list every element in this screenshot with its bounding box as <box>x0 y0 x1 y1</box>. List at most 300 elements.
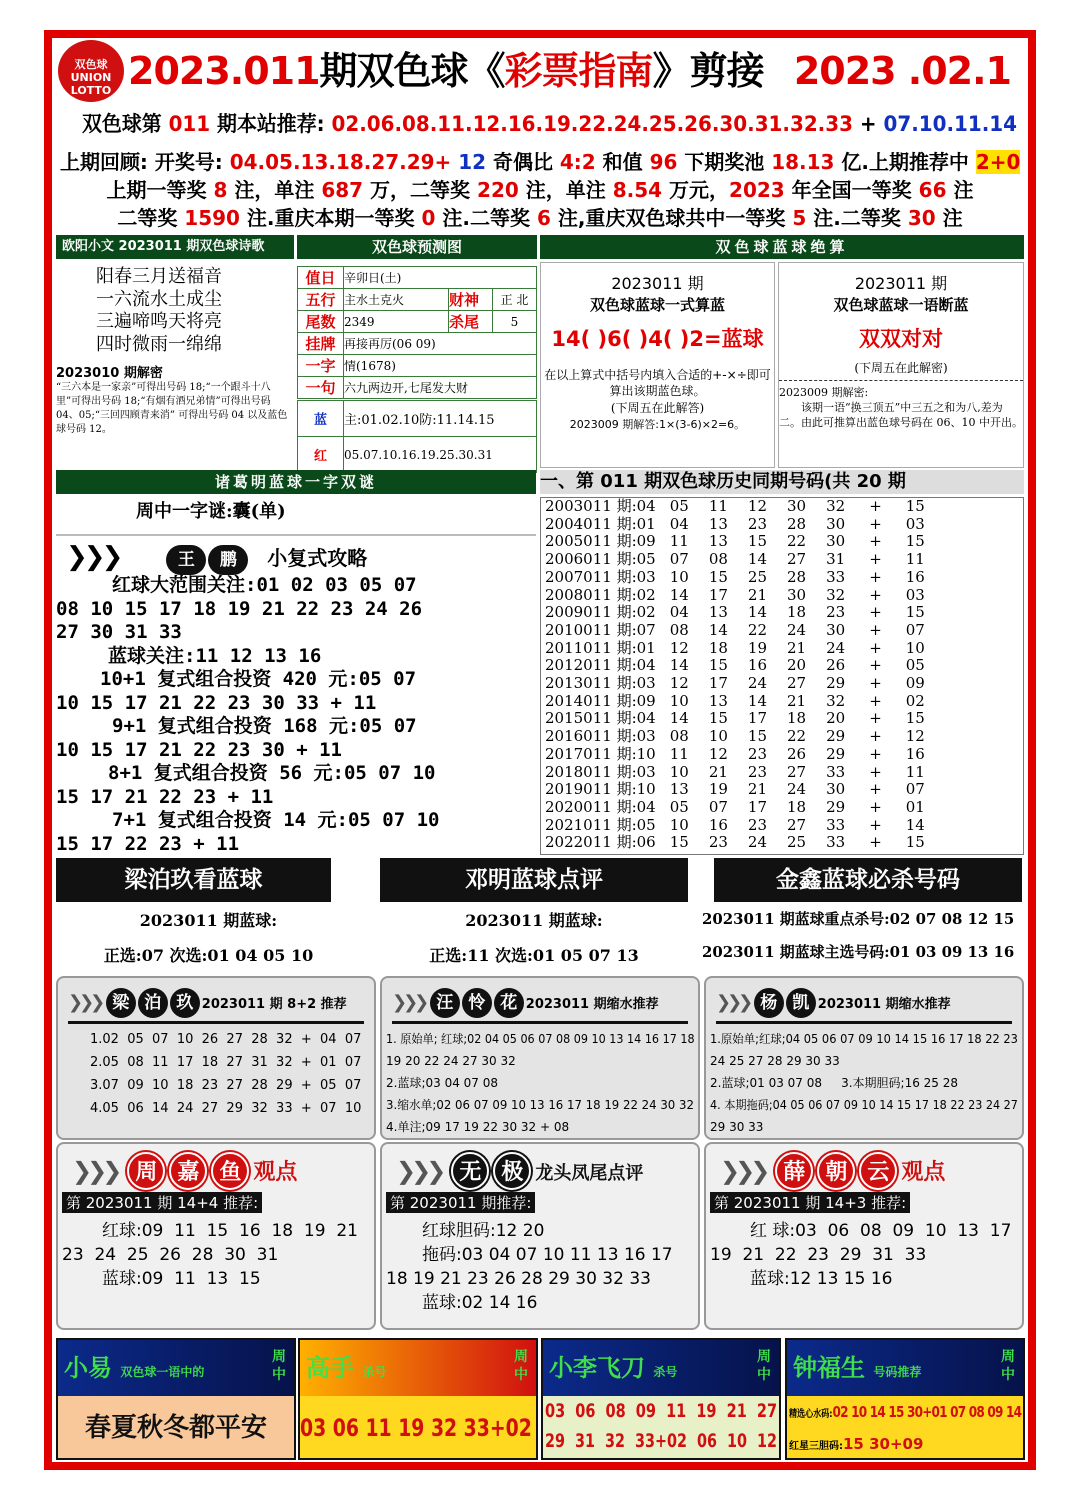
review-segment: 96 <box>649 150 678 174</box>
history-cell: 14 <box>669 656 689 675</box>
history-cell: 19 <box>708 780 728 799</box>
history-cell: 04 <box>669 603 689 622</box>
wangpeng-line: 7+1 复式组合投资 14 元:05 07 10 <box>112 809 440 831</box>
ad-panel <box>785 1338 1025 1460</box>
history-cell: 2009011 期:02 <box>545 603 656 622</box>
predict-value: 正 北 <box>493 289 537 311</box>
history-cell: 18 <box>708 638 728 657</box>
phrase-note: (下周五在此解密) <box>779 359 1023 381</box>
box-line: 2023011 期蓝球主选号码:01 03 09 13 16 <box>702 943 1015 961</box>
view-line: 蓝球:12 13 15 16 <box>750 1269 893 1289</box>
history-cell: 27 <box>787 550 807 569</box>
history-cell: 30 <box>826 780 846 799</box>
recommend-line: 3.07 09 10 18 23 27 28 29 + 05 07 <box>90 1078 362 1093</box>
view-box <box>704 1142 1024 1330</box>
recommend-line: 4.05 06 14 24 27 29 32 33 + 07 10 <box>90 1101 362 1116</box>
poem-box <box>56 260 294 468</box>
recommend-box <box>56 976 376 1140</box>
history-cell: 15 <box>905 603 925 622</box>
history-cell: 29 <box>826 797 846 816</box>
history-cell: 24 <box>747 674 767 693</box>
history-cell: 27 <box>787 674 807 693</box>
poem-line: 阳春三月送福音 <box>96 266 222 287</box>
ad-body: 春夏秋冬都平安 <box>84 1413 267 1443</box>
recommend-line: 4.单注;09 17 19 22 30 32 + 08 <box>386 1120 570 1134</box>
history-cell: 24 <box>747 833 767 852</box>
ad-name: 小易 <box>64 1354 112 1382</box>
view-tag: 龙头凤尾点评 <box>535 1163 644 1184</box>
history-cell: 25 <box>747 567 767 586</box>
history-cell: 15 <box>905 709 925 728</box>
view-head: 第 2023011 期 14+3 推荐: <box>710 1192 910 1213</box>
predict-value: 情(1678) <box>344 355 537 377</box>
box-line: 正选:11 次选:01 05 07 13 <box>429 946 639 965</box>
history-cell: 17 <box>708 674 728 693</box>
history-cell: 33 <box>826 567 846 586</box>
page-title: 2023.011期双色球《彩票指南》剪接 2023 .02.1 <box>128 49 1011 93</box>
name-circle: 无 <box>451 1152 489 1190</box>
history-row: 2012011 期:04 14 15 16 20 26 + 05 <box>541 657 935 675</box>
history-cell: 2022011 期:06 <box>545 833 656 852</box>
history-cell: 27 <box>787 815 807 834</box>
history-cell: 24 <box>826 638 846 657</box>
bluecalc-header: 双色球蓝球绝算 <box>540 235 1024 259</box>
review-segment: 注 <box>946 178 974 202</box>
history-cell: 15 <box>669 833 689 852</box>
ad-key: 精选心水码: <box>789 1409 833 1420</box>
name-circle: 鹏 <box>208 545 248 575</box>
view-head: 第 2023011 期 14+4 推荐: <box>62 1192 262 1213</box>
review-segment: 年全国一等奖 <box>784 178 919 202</box>
history-cell: 24 <box>787 620 807 639</box>
review-segment: 2023 <box>729 178 785 202</box>
chevron-icon: ❯❯❯ <box>66 542 120 572</box>
history-cell: 2016011 期:03 <box>545 727 656 746</box>
recommend-line: 24 25 27 28 29 30 33 <box>710 1054 840 1068</box>
history-cell: 28 <box>787 514 807 533</box>
ad-tag: 周中 <box>272 1349 286 1383</box>
name-circle: 嘉 <box>169 1152 207 1190</box>
ad-sub: 双色球一语中的 <box>120 1365 205 1379</box>
wangpeng-heading: 小复式攻略 <box>267 546 368 570</box>
wangpeng-line: 15 17 21 22 23 + 11 <box>56 785 274 808</box>
recommend-line: 2.蓝球;03 04 07 08 <box>386 1076 499 1090</box>
recommend-title: 2023011 期 8+2 推荐 <box>201 997 347 1012</box>
name-circle: 朝 <box>817 1152 855 1190</box>
history-cell: 30 <box>826 514 846 533</box>
history-cell: 01 <box>905 797 925 816</box>
poem-line: 一六流水土成尘 <box>96 288 222 310</box>
ad-sub: 号码推荐 <box>873 1365 922 1379</box>
history-cell: 07 <box>905 620 925 639</box>
review-segment: 万，二等奖 <box>363 178 478 202</box>
view-line: 红球:09 11 15 16 18 19 21 <box>102 1221 358 1241</box>
predict-value: 主水土克火 <box>344 289 449 311</box>
name-circle: 怜 <box>462 988 492 1018</box>
predict-value: 六九两边开,七尾发大财 <box>344 377 537 399</box>
history-row: 2008011 期:02 14 17 21 30 32 + 03 <box>541 587 935 605</box>
wangpeng-line: 10+1 复式组合投资 420 元:05 07 <box>100 668 417 690</box>
name-circle: 泊 <box>138 988 168 1018</box>
phrase-decode-title: 2023009 期解密: <box>779 386 869 399</box>
history-row: 2009011 期:02 04 13 14 18 23 + 15 <box>541 604 935 622</box>
review-segment: 6 <box>536 206 551 230</box>
review-segment: 注 <box>935 206 963 230</box>
history-cell: 07 <box>669 550 689 569</box>
wangpeng-line: 9+1 复式组合投资 168 元:05 07 <box>112 715 417 737</box>
history-cell: 27 <box>787 762 807 781</box>
name-circle: 梁 <box>106 988 136 1018</box>
history-cell: 32 <box>826 497 846 515</box>
review-segment: 注.重庆本期一等奖 <box>239 206 422 230</box>
recommend-line: 19 20 22 24 27 30 32 <box>386 1054 516 1068</box>
name-circle: 周 <box>127 1152 165 1190</box>
history-cell: 23 <box>708 833 728 852</box>
ad-tag: 周中 <box>757 1349 771 1383</box>
history-cell: 21 <box>787 691 807 710</box>
wangpeng-line: 10 15 17 21 22 23 30 + 11 <box>56 738 342 761</box>
review-segment: 66 <box>918 178 947 202</box>
wangpeng-line: 10 15 17 21 22 23 30 33 + 11 <box>56 691 377 714</box>
history-cell: 05 <box>669 497 689 515</box>
wangpeng-line: 15 17 22 23 + 11 <box>56 832 240 855</box>
history-cell: 33 <box>826 762 846 781</box>
history-cell: 15 <box>747 727 767 746</box>
view-box <box>56 1142 376 1330</box>
predict-key: 杀尾 <box>449 311 493 333</box>
history-cell: 13 <box>669 780 689 799</box>
recommend-line: 29 30 33 <box>710 1120 764 1134</box>
view-tag: 观点 <box>901 1160 946 1185</box>
history-cell: 2014011 期:09 <box>545 691 656 710</box>
chevron-icon: ❯❯❯ <box>68 992 102 1013</box>
history-cell: 12 <box>669 638 689 657</box>
history-cell: 23 <box>747 815 767 834</box>
ad-tag: 周中 <box>1001 1349 1015 1383</box>
history-cell: 25 <box>787 833 807 852</box>
history-row: 2020011 期:04 05 07 17 18 29 + 01 <box>541 799 935 817</box>
history-row: 2010011 期:07 08 14 22 24 30 + 07 <box>541 622 935 640</box>
history-cell: 29 <box>826 727 846 746</box>
blue-label: 蓝 <box>298 401 344 437</box>
history-row: 2004011 期:01 04 13 23 28 30 + 03 <box>541 516 935 534</box>
history-cell: 29 <box>826 674 846 693</box>
review-segment: 5 <box>792 206 807 230</box>
review-segment: 1590 <box>184 206 240 230</box>
history-cell: 28 <box>787 567 807 586</box>
history-cell: 2020011 期:04 <box>545 797 656 816</box>
history-cell: 15 <box>747 532 767 551</box>
history-cell: 22 <box>787 727 807 746</box>
wangpeng-lines <box>56 574 536 856</box>
history-row: 2006011 期:05 07 08 14 27 31 + 11 <box>541 551 935 569</box>
history-cell: 16 <box>905 567 925 586</box>
history-cell: 10 <box>905 638 925 657</box>
predict-key: 挂牌 <box>298 333 344 355</box>
predict-key: 尾数 <box>298 311 344 333</box>
history-cell: 13 <box>708 603 728 622</box>
review-segment: 220 <box>477 178 519 202</box>
history-cell: 2011011 期:01 <box>545 638 656 657</box>
history-cell: 2005011 期:09 <box>545 532 656 551</box>
review-segment: 上期一等奖 <box>106 178 214 202</box>
calc-note: (下周五在此解答) <box>610 401 705 415</box>
review-segment: 亿.上期推荐中 <box>834 150 976 174</box>
poem-line: 三遍啼鸣天将亮 <box>96 311 222 332</box>
recommend-title: 2023011 期缩水推荐 <box>817 997 951 1012</box>
box-title: 金鑫蓝球必杀号码 <box>714 858 1022 902</box>
history-cell: 15 <box>708 709 728 728</box>
history-row: 2018011 期:03 10 21 23 27 33 + 11 <box>541 764 935 782</box>
review-segment: 30 <box>907 206 936 230</box>
history-cell: 32 <box>826 691 846 710</box>
bluecalc-left <box>540 262 775 468</box>
zhuge-riddle: 周中一字谜:囊(单) <box>56 496 536 536</box>
history-cell: 08 <box>669 727 689 746</box>
review-segment: 0 <box>421 206 436 230</box>
history-row: 2022011 期:06 15 23 24 25 33 + 15 <box>541 834 935 852</box>
box-title: 邓明蓝球点评 <box>380 858 688 902</box>
history-cell: 17 <box>708 585 728 604</box>
review-line-3 <box>117 204 962 232</box>
history-cell: 2021011 期:05 <box>545 815 656 834</box>
blue-analysis-box <box>56 858 361 970</box>
recommend-line: 3.缩水单;02 06 07 09 10 13 16 17 18 19 22 24 30 32 <box>386 1098 694 1112</box>
history-cell: 17 <box>747 797 767 816</box>
history-cell: 15 <box>905 532 925 551</box>
review-segment: 注,重庆双色球共中一等奖 <box>550 206 793 230</box>
history-row: 2013011 期:03 12 17 24 27 29 + 09 <box>541 675 935 693</box>
history-cell: 33 <box>826 815 846 834</box>
ad-tag: 周中 <box>514 1349 528 1383</box>
review-segment: 18.13 <box>771 150 835 174</box>
calc-subtitle: 双色球蓝球一式算蓝 <box>589 296 725 314</box>
ad-key: 红星三胆码: <box>789 1441 843 1452</box>
view-line: 蓝球:02 14 16 <box>422 1293 538 1313</box>
view-line: 23 24 25 26 28 30 31 <box>62 1245 279 1265</box>
name-circle: 汪 <box>430 988 460 1018</box>
history-cell: 21 <box>747 780 767 799</box>
view-tag: 观点 <box>253 1160 298 1185</box>
recommend-line: 4. 本期拖码;04 05 06 07 09 10 14 15 17 18 22 23 24 27 <box>710 1098 1018 1112</box>
view-line: 19 21 22 23 29 31 33 <box>710 1245 927 1265</box>
review-segment: 注，单注 <box>227 178 322 202</box>
view-line: 18 19 21 23 26 28 29 30 32 33 <box>386 1269 651 1289</box>
history-cell: 10 <box>669 691 689 710</box>
recommend-line: 2.05 08 11 17 18 27 31 32 + 01 07 <box>90 1055 362 1070</box>
ad-line: 03 06 08 09 11 19 21 27 <box>545 1400 778 1422</box>
recommend-box <box>704 976 1024 1140</box>
history-cell: 11 <box>905 550 925 569</box>
phrase-subtitle: 双色球蓝球一语断蓝 <box>833 296 969 314</box>
history-row: 2003011 期:04 05 11 12 30 32 + 15 <box>541 498 935 516</box>
predict-key: 一句 <box>298 377 344 399</box>
history-cell: 15 <box>905 497 925 515</box>
ad-value: 15 30+09 <box>843 1435 924 1453</box>
history-cell: 14 <box>747 691 767 710</box>
predict-key: 一字 <box>298 355 344 377</box>
poem-header: 欧阳小文 2023011 期双色球诗歌 <box>56 235 294 259</box>
history-cell: 2015011 期:04 <box>545 709 656 728</box>
poem-decode-text: “三六本是一家亲”可得出号码 18;“一个跟斗十八里”可得出号码 18;“有烟有酒兄弟情”可得出号码 04、05;“三回四顾青来消” 可得出号码 04 以及蓝色球号码 12。 <box>56 382 288 435</box>
history-cell: 16 <box>708 815 728 834</box>
history-cell: 14 <box>905 815 925 834</box>
predict-key: 值日 <box>298 267 344 289</box>
history-cell: 12 <box>747 497 767 515</box>
review-segment: 和值 <box>595 150 650 174</box>
history-cell: 04 <box>669 514 689 533</box>
history-cell: 10 <box>708 727 728 746</box>
view-line: 拖码:03 04 07 10 11 13 16 17 <box>422 1245 673 1265</box>
history-cell: 22 <box>747 620 767 639</box>
wangpeng-line: 红球大范围关注:01 02 03 05 07 <box>112 574 417 596</box>
last-review <box>60 148 1020 232</box>
name-circle: 薛 <box>775 1152 813 1190</box>
box-line: 2023011 期蓝球重点杀号:02 07 08 12 15 <box>702 910 1015 928</box>
ad-name: 小李飞刀 <box>549 1354 645 1382</box>
wangpeng-title <box>66 542 367 575</box>
history-cell: 2013011 期:03 <box>545 674 656 693</box>
history-cell: 15 <box>708 567 728 586</box>
review-segment: 687 <box>321 178 364 202</box>
history-cell: 30 <box>826 532 846 551</box>
history-cell: 16 <box>905 744 925 763</box>
history-cell: 23 <box>826 603 846 622</box>
history-cell: 10 <box>669 762 689 781</box>
history-cell: 16 <box>747 656 767 675</box>
calc-issue: 2023011 期 <box>611 274 704 293</box>
history-row: 2021011 期:05 10 16 23 27 33 + 14 <box>541 817 935 835</box>
history-cell: 31 <box>826 550 846 569</box>
history-cell: 32 <box>826 585 846 604</box>
history-cell: 20 <box>787 656 807 675</box>
review-segment: 4:2 <box>559 150 596 174</box>
history-cell: 21 <box>708 762 728 781</box>
history-cell: 2006011 期:05 <box>545 550 656 569</box>
history-cell: 24 <box>787 780 807 799</box>
review-segment: 注.二等奖 <box>435 206 537 230</box>
history-cell: 29 <box>826 744 846 763</box>
history-cell: 20 <box>826 709 846 728</box>
history-cell: 22 <box>787 532 807 551</box>
history-cell: 13 <box>708 691 728 710</box>
history-cell: 11 <box>669 744 689 763</box>
recommend-line: 1.02 05 07 10 26 27 28 32 + 04 07 <box>90 1032 362 1047</box>
history-cell: 2003011 期:04 <box>545 497 656 515</box>
history-cell: 18 <box>787 603 807 622</box>
history-cell: 05 <box>905 656 925 675</box>
history-cell: 03 <box>905 514 925 533</box>
wangpeng-line: 27 30 31 33 <box>56 621 182 643</box>
history-cell: 02 <box>905 691 925 710</box>
red-label: 红 <box>298 437 344 473</box>
ad-sub: 杀号 <box>362 1365 387 1379</box>
view-head: 第 2023011 期推荐: <box>386 1192 535 1213</box>
blue-analysis-box <box>702 858 1034 970</box>
ad-panel <box>56 1338 296 1460</box>
predict-value: 2349 <box>344 311 449 333</box>
history-cell: 2018011 期:03 <box>545 762 656 781</box>
predict-table <box>297 266 537 473</box>
view-line: 红 球:03 06 08 09 10 13 17 <box>750 1221 1012 1241</box>
predict-header: 双色球预测图 <box>297 235 537 259</box>
history-cell: 23 <box>747 762 767 781</box>
history-cell: 30 <box>787 497 807 515</box>
ad-line: 29 31 32 33+02 06 10 12 <box>545 1430 777 1452</box>
history-cell: 11 <box>708 497 728 515</box>
zhuge-header: 诸葛明蓝球一字双谜 <box>56 470 536 494</box>
review-segment: 万元， <box>662 178 730 202</box>
history-cell: 21 <box>747 585 767 604</box>
wangpeng-line: 8+1 复式组合投资 56 元:05 07 10 <box>108 762 436 784</box>
name-circle: 杨 <box>754 988 784 1018</box>
history-cell: 21 <box>787 638 807 657</box>
chevron-icon: ❯❯❯ <box>396 1157 442 1185</box>
history-cell: 2004011 期:01 <box>545 514 656 533</box>
history-cell: 15 <box>708 656 728 675</box>
history-cell: 23 <box>747 744 767 763</box>
review-segment: 12 <box>451 150 494 174</box>
history-row: 2016011 期:03 08 10 15 22 29 + 12 <box>541 728 935 746</box>
ad-value: 02 10 14 15 30+01 07 08 09 14 <box>832 1403 1022 1421</box>
predict-key: 五行 <box>298 289 344 311</box>
history-cell: 2008011 期:02 <box>545 585 656 604</box>
history-header: 一、第 011 期双色球历史同期号码(共 20 期 <box>540 470 1024 494</box>
history-row: 2007011 期:03 10 15 25 28 33 + 16 <box>541 569 935 587</box>
history-cell: 12 <box>669 674 689 693</box>
history-cell: 26 <box>787 744 807 763</box>
history-row: 2015011 期:04 14 15 17 18 20 + 15 <box>541 710 935 728</box>
box-title: 梁泊玖看蓝球 <box>56 858 331 902</box>
poem-decode-title: 2023010 期解密 <box>56 366 163 381</box>
history-cell: 18 <box>787 797 807 816</box>
review-line-1 <box>60 148 1020 176</box>
view-line: 红球胆码:12 20 <box>422 1221 545 1241</box>
history-cell: 2012011 期:04 <box>545 656 656 675</box>
history-cell: 07 <box>905 780 925 799</box>
history-cell: 23 <box>747 514 767 533</box>
box-line: 正选:07 次选:01 04 05 10 <box>103 946 314 965</box>
blue-analysis-box <box>368 858 700 970</box>
history-cell: 09 <box>905 674 925 693</box>
calc-formula: 14( )6( )4( )2=蓝球 <box>551 327 764 351</box>
review-line-2 <box>107 176 974 204</box>
review-segment: 2+0 <box>975 150 1021 174</box>
name-circle: 极 <box>493 1152 531 1190</box>
ad-panel <box>541 1338 781 1460</box>
history-cell: 14 <box>669 709 689 728</box>
name-circle: 云 <box>859 1152 897 1190</box>
name-circle: 鱼 <box>211 1152 249 1190</box>
history-cell: 11 <box>669 532 689 551</box>
predict-blue: 主:01.02.10防:11.14.15 <box>344 401 537 437</box>
history-cell: 33 <box>826 833 846 852</box>
history-cell: 13 <box>708 514 728 533</box>
logo: 双色球 UNION LOTTO <box>58 40 124 102</box>
review-segment: 注.二等奖 <box>806 206 908 230</box>
wangpeng-line: 08 10 15 17 18 19 21 22 23 24 26 <box>56 597 423 620</box>
history-cell: 08 <box>708 550 728 569</box>
box-line: 2023011 期蓝球: <box>139 911 278 930</box>
calc-desc: 在以上算式中括号内填入合适的+-×÷即可算出该期蓝色球。 <box>544 368 771 398</box>
history-cell: 14 <box>708 620 728 639</box>
history-cell: 13 <box>708 532 728 551</box>
history-table <box>540 497 1024 855</box>
history-cell: 14 <box>747 550 767 569</box>
wangpeng-line: 蓝球关注:11 12 13 16 <box>108 644 322 667</box>
history-cell: 14 <box>669 585 689 604</box>
history-cell: 30 <box>826 620 846 639</box>
